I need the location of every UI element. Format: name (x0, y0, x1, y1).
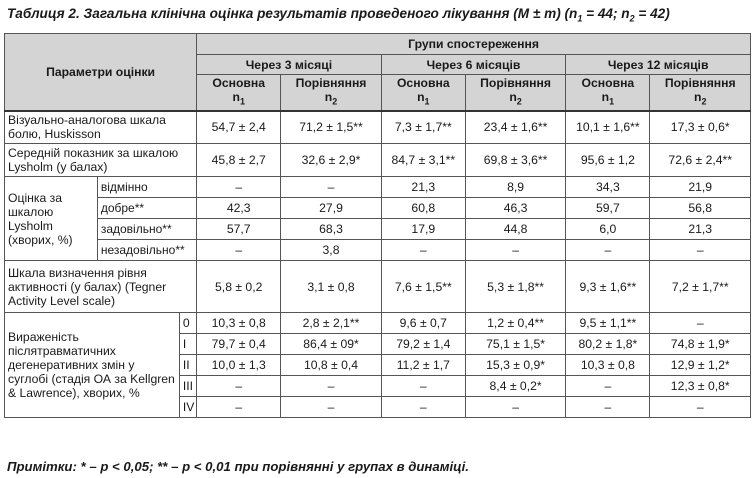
table-cell: 10,3 ± 0,8 (197, 313, 281, 334)
row-label: Візуально-аналогова шкала болю, Huskisson (5, 111, 197, 144)
stage-label: I (179, 334, 196, 355)
table-cell: 9,5 ± 1,1** (566, 313, 650, 334)
table-cell: 68,3 (281, 219, 381, 240)
table-cell: – (566, 240, 650, 261)
header-period-12m: Через 12 місяців (566, 55, 751, 75)
table-cell: – (281, 177, 381, 198)
stage-label: IV (179, 397, 196, 418)
table-row-kl-0 (5, 313, 751, 334)
table-cell: 54,7 ± 2,4 (197, 111, 281, 144)
table-cell: 32,6 ± 2,9* (281, 144, 381, 177)
table-cell: 75,1 ± 1,5* (465, 334, 565, 355)
stage-label: 0 (179, 313, 196, 334)
table-cell: 59,7 (566, 198, 650, 219)
table-cell: – (650, 397, 751, 418)
table-row-lysholm-excellent (5, 177, 751, 198)
table-cell: – (650, 240, 751, 261)
table-cell: 42,3 (197, 198, 281, 219)
header-period-6m: Через 6 місяців (381, 55, 566, 75)
table-cell: 9,3 ± 1,6** (566, 261, 650, 313)
table-cell: 11,2 ± 1,7 (381, 355, 465, 376)
table-cell: 21,9 (650, 177, 751, 198)
header-main-group: Основна $n_1$ (566, 75, 650, 111)
row-label: Середній показник за шкалою Lysholm (у балах) (5, 144, 197, 177)
table-cell: 8,4 ± 0,2* (465, 376, 565, 397)
table-cell: 56,8 (650, 198, 751, 219)
sub-row-label: добре** (97, 198, 196, 219)
row-label: Оцінка за шкалою Lysholm (хворих, %) (5, 177, 98, 261)
table-cell: – (281, 376, 381, 397)
table-cell: 95,6 ± 1,2 (566, 144, 650, 177)
table-cell: 86,4 ± 09* (281, 334, 381, 355)
table-cell: 34,3 (566, 177, 650, 198)
header-comparison-group: Порівняння $n_2$ (465, 75, 565, 111)
table-cell: 7,3 ± 1,7** (381, 111, 465, 144)
sub-row-label: незадовільно** (97, 240, 196, 261)
table-cell: 15,3 ± 0,9* (465, 355, 565, 376)
table-row-lysholm-unsatisfactory (5, 240, 751, 261)
table-cell: – (197, 240, 281, 261)
table-cell: 5,3 ± 1,8** (465, 261, 565, 313)
table-cell: 80,2 ± 1,8* (566, 334, 650, 355)
table-caption: Таблиця 2. Загальна клінічна оцінка результатів проведеного лікування (M ± m) ($n_1 = 44$; $n_2 = 42$) (7, 6, 670, 24)
header-comparison-group: Порівняння $n_2$ (281, 75, 381, 111)
table-cell: 10,3 ± 0,8 (566, 355, 650, 376)
header-parameters: Параметри оцінки (5, 34, 197, 111)
table-cell: 3,8 (281, 240, 381, 261)
sub-row-label: задовільно** (97, 219, 196, 240)
table-cell: 79,7 ± 0,4 (197, 334, 281, 355)
table-cell: 45,8 ± 2,7 (197, 144, 281, 177)
table-row-lysholm-mean (5, 144, 751, 177)
table-cell: – (566, 397, 650, 418)
table-cell: 17,3 ± 0,6* (650, 111, 751, 144)
table-cell: 27,9 (281, 198, 381, 219)
table-cell: 7,2 ± 1,7** (650, 261, 751, 313)
table-row-lysholm-good (5, 198, 751, 219)
header-period-3m: Через 3 місяці (197, 55, 382, 75)
table-cell: 10,8 ± 0,4 (281, 355, 381, 376)
table-cell: 7,6 ± 1,5** (381, 261, 465, 313)
header-groups: Групи спостереження (197, 34, 751, 55)
sub-row-label: відмінно (97, 177, 196, 198)
table-cell: – (650, 313, 751, 334)
table-cell: 72,6 ± 2,4** (650, 144, 751, 177)
table-cell: 12,9 ± 1,2* (650, 355, 751, 376)
header-comparison-group: Порівняння $n_2$ (650, 75, 751, 111)
table-cell: 1,2 ± 0,4** (465, 313, 565, 334)
table-cell: 21,3 (650, 219, 751, 240)
table-cell: 79,2 ± 1,4 (381, 334, 465, 355)
header-main-group: Основна $n_1$ (381, 75, 465, 111)
row-label: Вираженість післятравматичних дегенеративних змін у суглобі (стадія ОА за Kellgren & Lawrence), хворих, % (5, 313, 180, 418)
stage-label: III (179, 376, 196, 397)
table-cell: 9,6 ± 0,7 (381, 313, 465, 334)
results-table (4, 33, 751, 418)
table-cell: 10,0 ± 1,3 (197, 355, 281, 376)
table-row-vas (5, 111, 751, 144)
table-cell: 10,1 ± 1,6** (566, 111, 650, 144)
table-cell: 71,2 ± 1,5** (281, 111, 381, 144)
row-label: Шкала визначення рівня активності (у балах) (Tegner Activity Level scale) (5, 261, 197, 313)
table-cell: 17,9 (381, 219, 465, 240)
table-cell: 6,0 (566, 219, 650, 240)
table-cell: 3,1 ± 0,8 (281, 261, 381, 313)
table-cell: 5,8 ± 0,2 (197, 261, 281, 313)
table-row-tegner (5, 261, 751, 313)
table-cell: 69,8 ± 3,6** (465, 144, 565, 177)
table-cell: – (381, 397, 465, 418)
table-cell: 57,7 (197, 219, 281, 240)
table-cell: – (465, 397, 565, 418)
table-cell: – (197, 177, 281, 198)
header-main-group: Основна $n_1$ (197, 75, 281, 111)
table-cell: 21,3 (381, 177, 465, 198)
table-cell: 84,7 ± 3,1** (381, 144, 465, 177)
table-cell: 8,9 (465, 177, 565, 198)
table-cell: – (381, 376, 465, 397)
table-row-lysholm-satisfactory (5, 219, 751, 240)
table-cell: 44,8 (465, 219, 565, 240)
table-cell: 12,3 ± 0,8* (650, 376, 751, 397)
table-cell: – (281, 397, 381, 418)
table-cell: 60,8 (381, 198, 465, 219)
table-cell: 23,4 ± 1,6** (465, 111, 565, 144)
table-cell: 74,8 ± 1,9* (650, 334, 751, 355)
stage-label: II (179, 355, 196, 376)
table-cell: – (465, 240, 565, 261)
table-footnote: Примітки: * – p < 0,05; ** – p < 0,01 при порівнянні у групах в динаміці. (7, 459, 469, 474)
table-cell: 46,3 (465, 198, 565, 219)
table-cell: – (381, 240, 465, 261)
table-cell: – (197, 376, 281, 397)
table-cell: 2,8 ± 2,1** (281, 313, 381, 334)
table-cell: – (566, 376, 650, 397)
table-cell: – (197, 397, 281, 418)
